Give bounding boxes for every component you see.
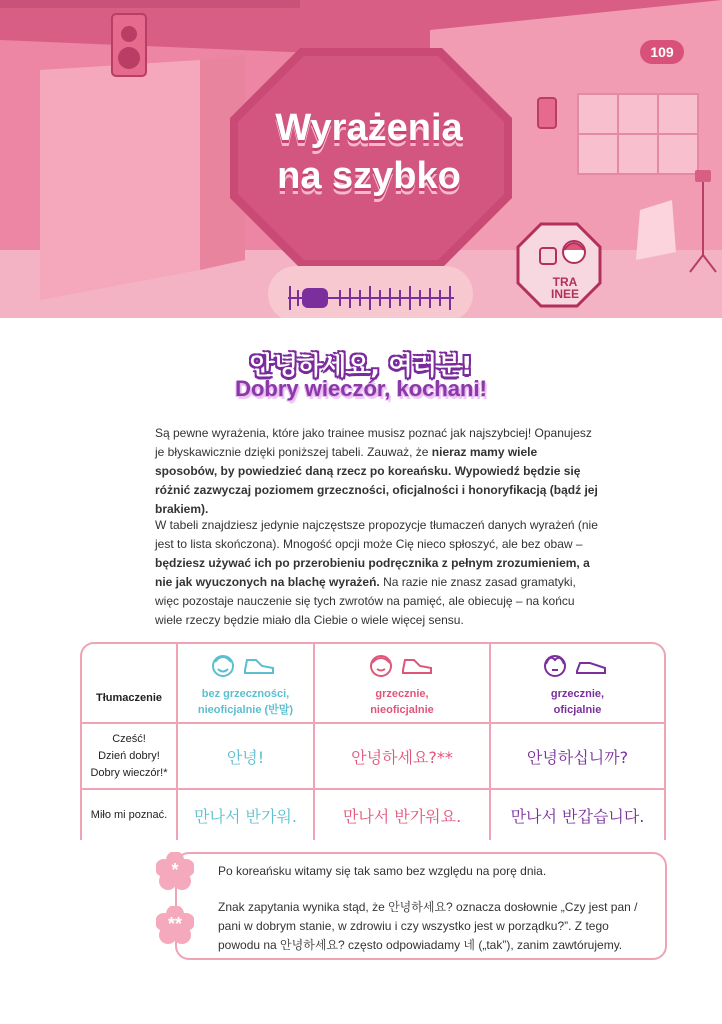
polish-heading: Dobry wieczór, kochani! [235, 376, 487, 401]
footnote-2: Znak zapytania wynika stąd, że 안녕하세요? oznacza dosłownie „Czy jest pan / pani w dobrym stanie, w zdrowiu i czy wszystko jest w porządku?”. Z tego powodu na 안녕하세요? często odpowiadamy 네 („tak”), zanim zawtórujemy. [218, 900, 638, 952]
cell-meet-formal: 만나서 반갑습니다. [510, 806, 645, 826]
column-polite-header [315, 682, 489, 722]
formal-icons [542, 652, 608, 678]
cell-meet-casual: 만나서 반가워. [194, 806, 297, 826]
polite-icons [368, 652, 434, 678]
phrases-table [80, 642, 666, 840]
cell-greeting-polite: 안녕하세요?** [351, 747, 453, 767]
intro-p2-text: W tabeli znajdziesz jedynie najczęstsze propozycje tłumaczeń danych wyrażeń (nie jest to lista skończona). Mnogość opcji może Cię nieco spłoszyć, ale bez obaw – [155, 518, 598, 551]
cell-greeting-formal: 안녕하십니까? [526, 747, 629, 767]
smiling-face-icon [368, 652, 394, 678]
row-greeting-label [82, 724, 176, 788]
page-title [238, 104, 500, 200]
intro-paragraph-1 [155, 424, 600, 519]
hero-illustration [0, 0, 722, 318]
page-title-line1: Wyrażenia [275, 107, 463, 149]
intro-p2-text-end: Na razie nie znasz zasad gramatyki, więc pozostaje nauczenie się tych zwrotów na pamięć, ale obiecuję – na końcu wiele rzeczy będzie miało dla Ciebie o wiele więcej sensu. [155, 575, 576, 627]
intro-paragraph-2 [155, 516, 600, 630]
fader-icon [268, 266, 473, 318]
column-casual-line2: nieoficjalnie (반말) [197, 704, 294, 716]
row-greeting-line3: Dobry wieczór!* [90, 766, 168, 779]
column-formal-header [491, 682, 664, 722]
sneaker-icon [242, 652, 276, 678]
shoe-icon [400, 652, 434, 678]
slider-decoration [268, 266, 473, 318]
footnote-marker-1: * [171, 860, 179, 880]
cell-meet-polite: 만나서 반가워요. [342, 806, 462, 826]
dress-shoe-icon [574, 652, 608, 678]
column-casual-line1: bez grzeczności, [201, 688, 290, 700]
casual-icons [210, 652, 276, 678]
intro-p2-bold: będziesz używać ich po przerobieniu podręcznika z pełnym zrozumieniem, a nie jak wyuczonych na blachę wyrażeń. [155, 556, 590, 589]
cell-greeting-casual: 안녕! [226, 747, 265, 767]
intro-p1-bold: nieraz mamy wiele sposobów, by powiedzieć daną rzecz po koreańsku. Wypowiedź będzie się różnić zazwyczaj poziomem grzeczności, oficjalności i honoryfikacją (bądź jej brakiem). [155, 445, 598, 516]
row-nice-to-meet-label: Miło mi poznać. [90, 809, 168, 821]
page-number: 109 [640, 40, 684, 64]
column-formal-line2: oficjalnie [553, 704, 602, 716]
column-polite-line1: grzecznie, [375, 688, 429, 700]
row-greeting-line1: Cześć! [112, 732, 146, 745]
badge-line2: INEE [550, 287, 579, 301]
row-greeting-line2: Dzień dobry! [98, 749, 160, 762]
column-polite-line2: nieoficjalnie [370, 704, 434, 716]
column-casual-header [178, 682, 313, 722]
footnote-1: Po koreańsku witamy się tak samo bez względu na porę dnia. [218, 864, 547, 878]
badge-line1: TRA [552, 275, 578, 289]
intro-p1-text: Są pewne wyrażenia, które jako trainee musisz poznać jak najszybciej! Opanujesz je błyskawicznie dzięki poniższej tabeli. Zauważ, że [155, 426, 592, 459]
footnote-marker-2: ** [167, 914, 182, 934]
happy-face-icon [210, 652, 236, 678]
table-header-label: Tłumaczenie [95, 692, 163, 704]
korean-heading: 안녕하세요, 여러분! [249, 351, 473, 380]
page-title-line2: na szybko [277, 155, 461, 197]
formal-face-icon [542, 652, 568, 678]
trainee-badge-label [540, 276, 590, 300]
column-formal-line1: grzecznie, [550, 688, 605, 700]
